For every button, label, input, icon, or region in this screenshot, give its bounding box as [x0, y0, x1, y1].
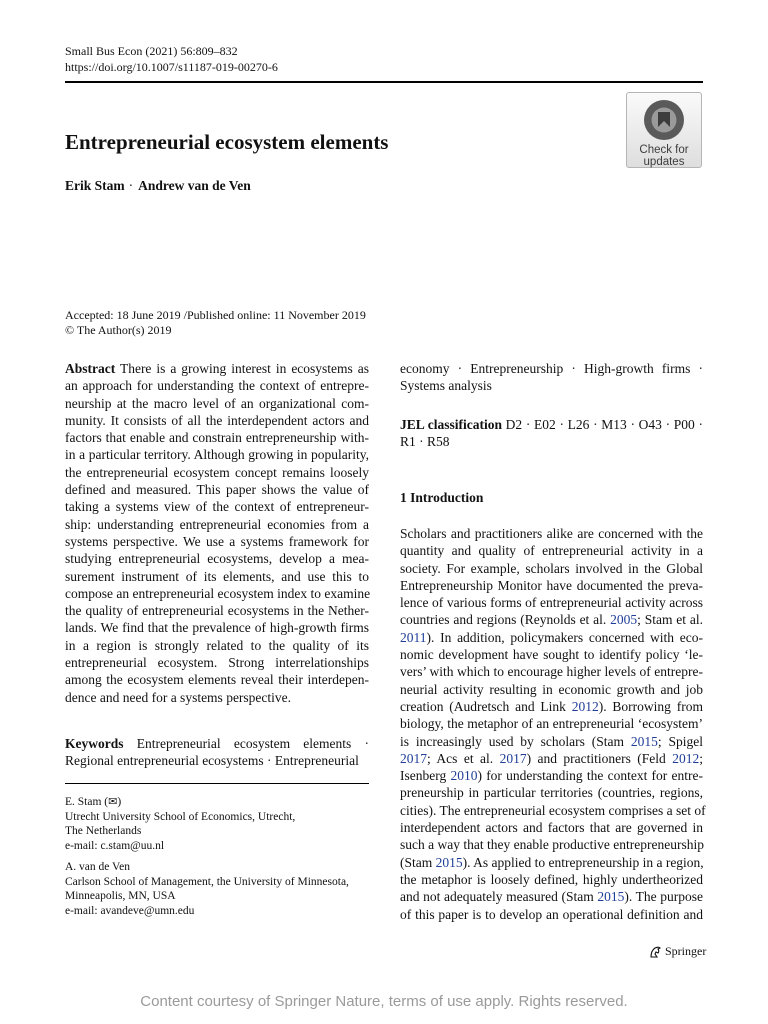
- text-line: [65, 654, 369, 671]
- text-run: creation (Audretsch and Link: [400, 698, 572, 714]
- affiliation-rule: [65, 783, 369, 784]
- section-label: Abstract: [65, 361, 116, 376]
- text-run: in a particular territory. Although growing in popularity,: [65, 447, 369, 463]
- text-line: [65, 360, 369, 377]
- text-line: [400, 715, 703, 732]
- springer-horse-icon: [648, 945, 662, 959]
- text-run: entrepreneurial ecosystem. Strong interrelationships: [65, 655, 369, 671]
- text-line: [400, 560, 703, 577]
- text-line: [400, 542, 703, 559]
- text-run: nomic development have sought to identify policy ‘le-: [400, 647, 703, 663]
- text-run: an approach for understanding the context of entrepre-: [65, 378, 369, 394]
- text-run: Entrepreneurial ecosystem elements ·: [123, 736, 369, 751]
- affiliation-email[interactable]: e-mail: c.stam@uu.nl: [65, 839, 165, 852]
- affiliation-country: The Netherlands: [65, 825, 142, 837]
- text-run: among the ecosystem elements reveal their interdepen-: [65, 672, 369, 688]
- text-line: [400, 416, 703, 433]
- author-name[interactable]: Andrew van de Ven: [138, 178, 251, 193]
- text-run: studying entrepreneurial ecosystems, develop a mea-: [65, 551, 369, 567]
- text-run: ; Spigel: [657, 733, 703, 749]
- text-run: such a way that they enable productive entrepreneurship: [400, 837, 705, 853]
- publisher-logo: [648, 944, 706, 959]
- text-line: [65, 602, 369, 619]
- text-line: [400, 433, 703, 450]
- text-run: economy · Entrepreneurship · High-growth firms ·: [400, 361, 703, 376]
- text-run: (Stam: [400, 854, 436, 870]
- text-run: countries and regions (Reynolds et al.: [400, 612, 611, 628]
- citation-link[interactable]: 2012: [672, 750, 700, 766]
- affiliation-van-de-ven: [65, 860, 349, 918]
- citation-link[interactable]: 2010: [450, 768, 478, 784]
- text-line: [400, 611, 703, 628]
- text-line: [65, 377, 369, 394]
- badge-line-2: updates: [643, 156, 685, 168]
- text-line: [400, 854, 703, 871]
- text-line: [65, 619, 369, 636]
- jel-classification: [400, 416, 703, 451]
- text-run: ; Stam et al.: [637, 612, 703, 628]
- text-line: [65, 735, 369, 752]
- text-run: ). In addition, policymakers concerned with eco-: [426, 629, 703, 645]
- text-run: in a region is strongly related to the quality of its: [65, 637, 369, 653]
- text-run: ) and practitioners (Feld: [526, 750, 673, 766]
- text-line: [400, 906, 703, 923]
- citation-link[interactable]: 2017: [400, 750, 427, 766]
- text-line: [65, 585, 369, 602]
- text-line: [400, 377, 703, 394]
- text-line: [400, 836, 703, 853]
- text-run: D2 · E02 · L26 · M13 · O43 · P00 ·: [501, 417, 703, 432]
- text-run: neurial activity resulting in economic growth and job: [400, 681, 703, 697]
- citation-link[interactable]: 2011: [400, 629, 427, 645]
- text-run: Entrepreneurship Monitor have documented the preva-: [400, 577, 703, 593]
- accepted-published-dates: Accepted: 18 June 2019 /Published online: 11 November 2019: [65, 308, 366, 322]
- text-line: [65, 516, 369, 533]
- journal-header: [65, 43, 278, 75]
- text-run: Regional entrepreneurial ecosystems · Entrepreneurial: [65, 753, 359, 769]
- text-run: neurship at the macro level of an organizational com-: [65, 395, 369, 411]
- text-line: [400, 681, 703, 698]
- text-run: quantity and quality of entrepreneurial activity in a: [400, 543, 703, 559]
- text-run: munity. It consists of all the interdependent actors and: [65, 412, 369, 428]
- text-run: defined and measured. This paper shows the value of: [65, 482, 369, 498]
- check-for-updates-badge[interactable]: [626, 92, 702, 168]
- affiliation-author-name: E. Stam: [65, 796, 102, 808]
- doi-link[interactable]: https://doi.org/10.1007/s11187-019-00270-6: [65, 60, 278, 74]
- affiliation-email[interactable]: e-mail: avandeve@umn.edu: [65, 904, 195, 917]
- section-label: JEL classification: [400, 417, 502, 432]
- header-rule: [65, 81, 703, 83]
- copyright-notice: © The Author(s) 2019: [65, 322, 172, 337]
- introduction-body: [400, 525, 706, 923]
- text-line: [400, 698, 703, 715]
- section-label: Keywords: [65, 736, 124, 751]
- affiliation-stam: E. Stam (✉) Utrecht University School of Economics, Utrecht, The Netherlands e-mail: c.stam@uu.nl: [65, 796, 296, 852]
- text-run: systems perspective. We use a systems framework for: [65, 533, 369, 549]
- text-run: the quality of entrepreneurial ecosystems in the Nether-: [65, 603, 369, 619]
- introduction-heading: 1 Introduction: [400, 490, 484, 505]
- keywords: [65, 735, 369, 770]
- text-run: taking a systems view of the context of entrepreneur-: [65, 499, 369, 515]
- text-run: compose an entrepreneurial ecosystem index to examine: [65, 585, 371, 601]
- text-line: [400, 871, 703, 888]
- author-separator: ·: [128, 178, 134, 193]
- text-run: ;: [699, 750, 703, 766]
- text-run: dence and need for a systems perspective.: [65, 689, 292, 705]
- text-run: is increasingly used by scholars (Stam: [400, 733, 631, 749]
- affiliation-institution: Carlson School of Management, the University of Minnesota,: [65, 875, 349, 888]
- text-line: [65, 568, 369, 585]
- text-line: [65, 533, 369, 550]
- author-list: [65, 178, 251, 194]
- text-run: lence of various forms of entrepreneurial activity across: [400, 595, 703, 611]
- citation-link[interactable]: 2015: [597, 889, 625, 905]
- text-line: [65, 429, 369, 446]
- text-line: [400, 750, 703, 767]
- text-line: [400, 577, 703, 594]
- text-run: interdependent actors and factors that are governed in: [400, 820, 703, 836]
- text-run: of this paper is to develop an operational definition and: [400, 906, 703, 922]
- text-line: [65, 464, 369, 481]
- article-title: Entrepreneurial ecosystem elements: [65, 130, 389, 154]
- text-line: [65, 446, 369, 463]
- citation-link[interactable]: 2017: [499, 750, 527, 766]
- text-line: [65, 481, 369, 498]
- affiliation-location: Minneapolis, MN, USA: [65, 890, 176, 902]
- keywords-continued: [400, 360, 703, 395]
- text-run: ). The purpose: [624, 889, 704, 905]
- text-run: Systems analysis: [400, 378, 492, 394]
- text-line: [400, 733, 703, 750]
- text-line: [400, 646, 703, 663]
- text-line: [400, 784, 703, 801]
- check-for-updates-icon: [642, 98, 686, 142]
- text-run: lands. We find that the prevalence of high-growth firms: [65, 620, 369, 636]
- text-run: R1 · R58: [400, 434, 450, 450]
- publication-dates: [65, 308, 366, 337]
- envelope-icon[interactable]: ✉: [108, 796, 118, 808]
- text-run: society. For example, scholars involved in the Global: [400, 560, 703, 576]
- text-run: Isenberg: [400, 768, 451, 784]
- text-run: preneurship in particular territories (countries, regions,: [400, 785, 703, 801]
- text-run: ; Acs et al.: [427, 750, 500, 766]
- text-line: [65, 412, 369, 429]
- text-line: [400, 767, 703, 784]
- text-line: [400, 594, 703, 611]
- text-run: surement instrument of its elements, and use this to: [65, 568, 369, 584]
- text-line: [65, 498, 369, 515]
- citation-link[interactable]: 2005: [610, 612, 638, 628]
- citation-link[interactable]: 2015: [630, 733, 658, 749]
- abstract: [65, 360, 369, 706]
- text-line: [65, 689, 369, 706]
- text-line: [400, 819, 703, 836]
- text-run: ). As applied to entrepreneurship in a region,: [462, 854, 704, 870]
- text-run: ). Borrowing from: [598, 698, 703, 714]
- author-name[interactable]: Erik Stam: [65, 178, 125, 193]
- text-line: [400, 360, 703, 377]
- affiliation-institution: Utrecht University School of Economics, Utrecht,: [65, 810, 296, 823]
- citation-link[interactable]: 2015: [435, 854, 463, 870]
- text-run: the metaphor is loosely defined, highly undertheorized: [400, 871, 703, 887]
- text-line: [65, 671, 369, 688]
- text-run: the entrepreneurial ecosystem concept remains loosely: [65, 464, 369, 480]
- text-line: [65, 752, 369, 769]
- text-line: [400, 525, 703, 542]
- text-run: ) for understanding the context for entre-: [477, 768, 703, 784]
- journal-citation: Small Bus Econ (2021) 56:809–832: [65, 44, 238, 58]
- text-run: factors that enable and constrain entrepreneurship with-: [65, 430, 369, 446]
- text-line: [65, 637, 369, 654]
- text-run: vers’ with which to encourage higher levels of entrepre-: [400, 664, 703, 680]
- text-run: Scholars and practitioners alike are concerned with the: [400, 526, 703, 541]
- badge-line-1: Check for: [639, 144, 689, 156]
- citation-link[interactable]: 2012: [571, 698, 599, 714]
- text-line: [400, 663, 703, 680]
- text-line: [400, 888, 703, 905]
- text-line: [400, 802, 706, 819]
- text-run: ship: understanding entrepreneurial economies from a: [65, 516, 369, 532]
- affiliation-author-name: A. van de Ven: [65, 861, 130, 873]
- copyright-footer: Content courtesy of Springer Nature, terms of use apply. Rights reserved.: [140, 993, 628, 1010]
- text-line: [65, 395, 369, 412]
- text-run: There is a growing interest in ecosystems as: [115, 361, 369, 376]
- text-run: and not adequately measured (Stam: [400, 889, 598, 905]
- text-run: biology, the metaphor of an entrepreneurial ‘ecosystem’: [400, 716, 703, 732]
- text-run: cities). The entrepreneurial ecosystem comprises a set of: [400, 802, 706, 818]
- publisher-name: Springer: [665, 944, 707, 958]
- text-line: [65, 550, 369, 567]
- text-line: [400, 629, 703, 646]
